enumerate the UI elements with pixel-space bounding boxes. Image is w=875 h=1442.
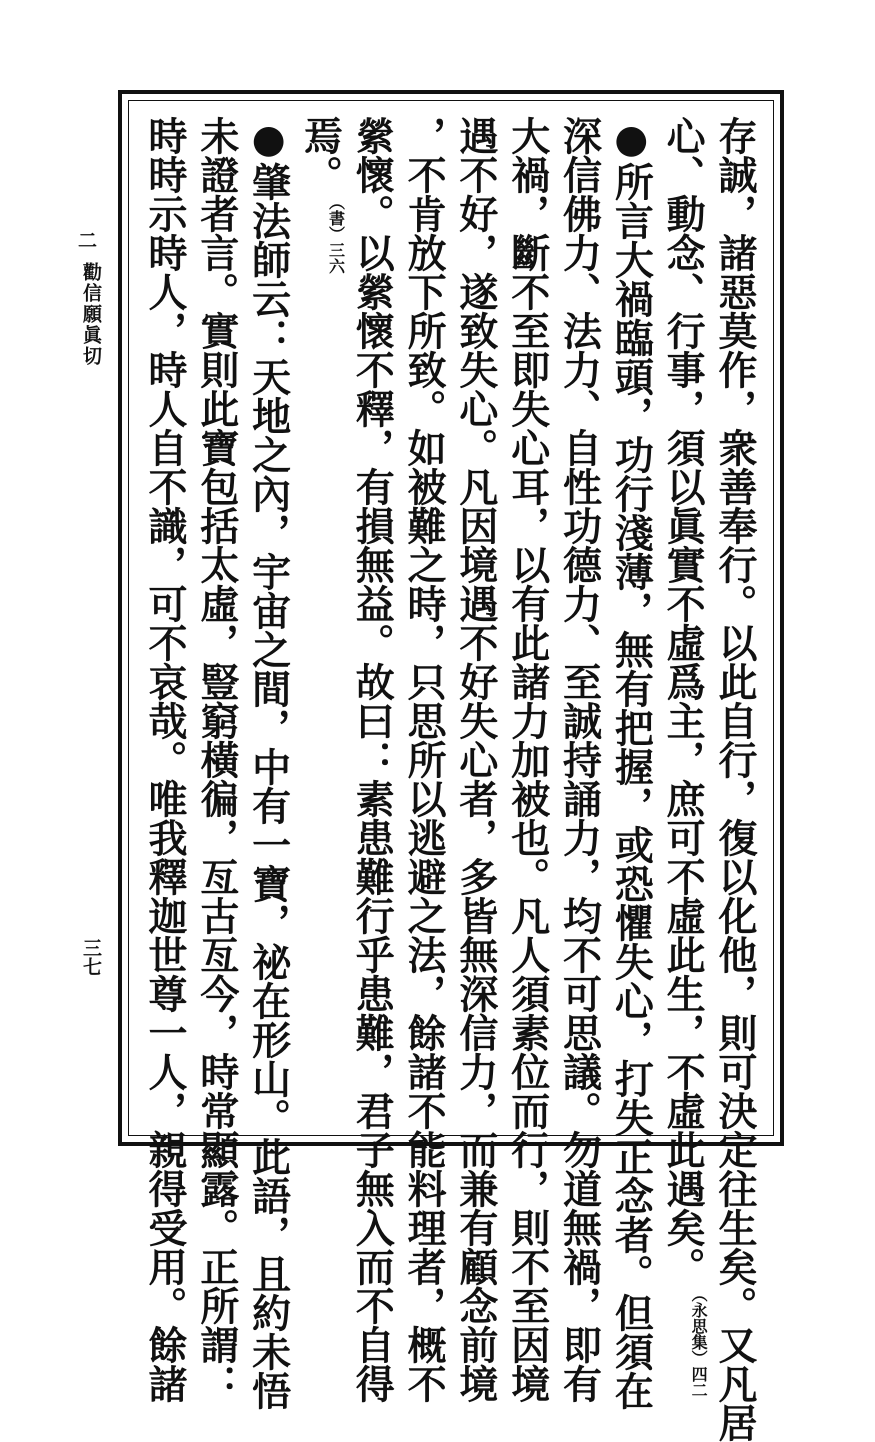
text-column-8 <box>347 116 397 1403</box>
text-column-6 <box>451 116 501 1403</box>
column-text: 存誠，諸惡莫作，衆善奉行。以此自行，復以化他，則可決定往生矣。又凡居 <box>711 116 758 1442</box>
column-text: 大禍，斷不至即失心耳，以有此諸力加被也。凡人須素位而行，則不至因境 <box>504 116 551 1403</box>
column-text: 深信佛力、法力、自性功德力、至誠持誦力，均不可思議。勿道無禍，即有 <box>556 116 603 1403</box>
column-text: 未證者言。實則此寶包括太虛，豎窮橫徧，亙古亙今，時常顯露。正所謂： <box>193 116 240 1403</box>
text-column-7 <box>399 116 449 1403</box>
column-text: 所言大禍臨頭，功行淺薄，無有把握，或恐懼失心，打失正念者。但須在 <box>608 162 655 1410</box>
source-citation: （書）三六 <box>326 194 346 274</box>
text-column-1 <box>710 116 760 1442</box>
column-text: 縈懷。以縈懷不釋，有損無益。故曰：素患難行乎患難，君子無入而不自得 <box>349 116 396 1403</box>
paragraph-bullet: ● <box>608 116 655 162</box>
text-column-9 <box>295 116 345 1130</box>
source-citation: （永思集）四二 <box>689 1286 709 1398</box>
column-text: ，不肯放下所致。如被難之時，只思所以逃避之法，餘諸不能料理者，概不 <box>401 116 448 1403</box>
text-column-4 <box>555 116 605 1403</box>
column-text: 遇不好，遂致失心。凡因境遇不好失心者，多皆無深信力，而兼有顧念前境 <box>452 116 499 1403</box>
column-text: 肇法師云：天地之內，宇宙之間，中有一寶，祕在形山。此語，且約未悟 <box>245 162 292 1410</box>
text-column-11 <box>192 116 242 1403</box>
paragraph-bullet: ● <box>245 116 292 162</box>
text-column-3 <box>606 116 656 1410</box>
text-column-5 <box>503 116 553 1403</box>
page-number: 三七 <box>80 938 102 976</box>
section-title: 勸信願眞切 <box>80 262 102 367</box>
column-text: 焉。 <box>297 116 344 194</box>
chapter-number: 二 <box>78 230 98 252</box>
text-column-2 <box>658 116 709 1398</box>
text-block <box>140 116 760 1442</box>
text-column-12 <box>140 116 190 1403</box>
text-column-10 <box>244 116 294 1410</box>
column-text: 時時示時人，時人自不識，可不哀哉。唯我釋迦世尊一人，親得受用。餘諸 <box>142 116 188 1403</box>
column-text: 心、動念、行事，須以眞實不虛爲主，庶可不虛此生，不虛此遇矣。 <box>660 116 707 1286</box>
